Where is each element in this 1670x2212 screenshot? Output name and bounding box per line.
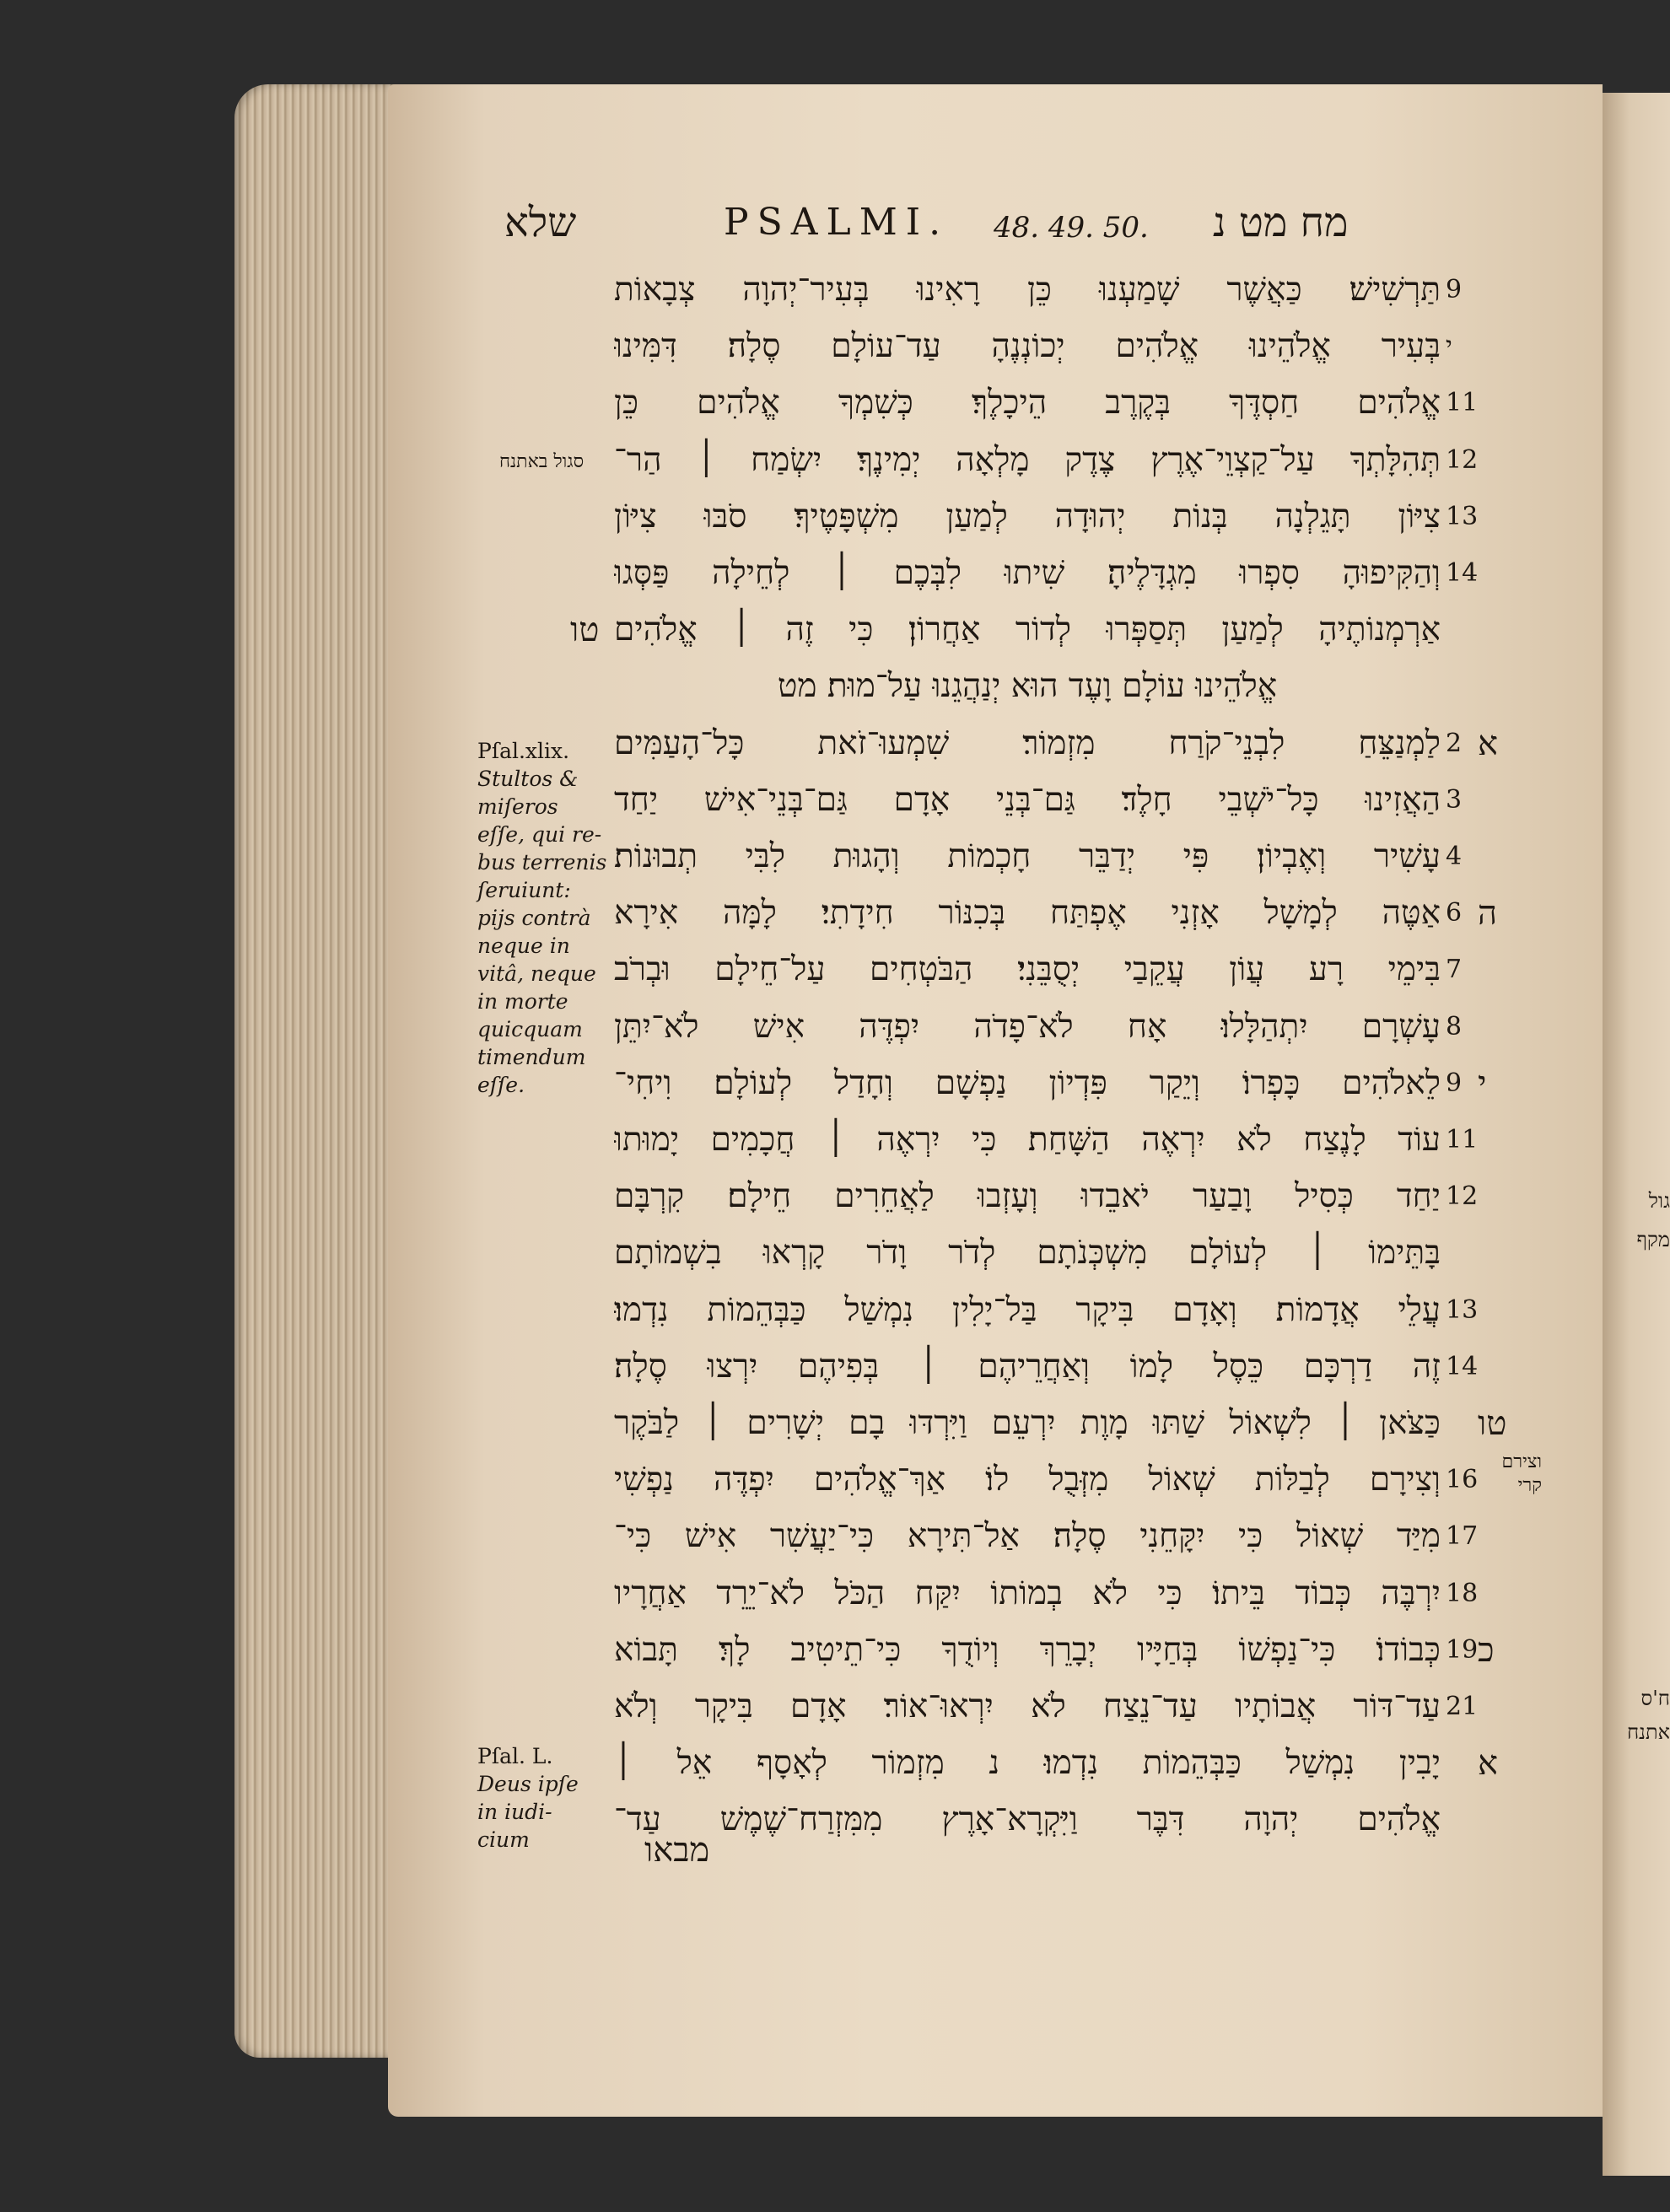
text-line: לַמְנַצֵּחַ לִבְנֵי־קֹרַח מִזְמוֹר׃ שִׁמְעוּ־זֹאת כָּל־הָעַמִּים: [614, 724, 1441, 762]
margin-note-latin-psalm-50: [477, 1742, 595, 1854]
verse-number: 4: [1446, 842, 1463, 871]
note-line: timendum: [477, 1045, 586, 1069]
note-line: vitâ, neque: [477, 961, 596, 986]
facing-fragment: גול: [1648, 1189, 1670, 1213]
note-line: in morte: [477, 989, 568, 1014]
text-line: כְּבוֹדוֹ׃ כִּי־נַפְשׁוֹ בְּחַיָּיו יְבָרֵךְ וְיוֹדֻךָ כִּי־תֵיטִיב לָךְ׃ תָּבוֹא: [614, 1631, 1441, 1669]
hebrew-numeral: י: [1478, 1064, 1487, 1103]
note-line: eſſe.: [477, 1073, 525, 1097]
facing-page: [1603, 93, 1670, 2176]
hebrew-numeral: ה: [1478, 894, 1498, 933]
text-line: לֵאלֹהִים כָּפְרוֹ׃ וְיֵקַר פִּדְיוֹן נַפְשָׁם וְחָדַל לְעוֹלָם׃ וִיחִי־: [614, 1064, 1441, 1102]
note-line: eſſe, qui re-: [477, 822, 602, 847]
verse-number: 21: [1446, 1692, 1479, 1721]
note-line: Deus ipſe: [477, 1772, 579, 1796]
page-edges: [234, 84, 403, 2058]
catchword: מבאו: [644, 1831, 710, 1870]
text-line: זֶה דַרְכָּם כֵּסֶל לָמוֹ וְאַחֲרֵיהֶם ׀ בְּפִיהֶם יִרְצוּ סֶלָה׃: [614, 1348, 1441, 1386]
note-line: cium: [477, 1827, 530, 1852]
facing-fragment: אתנח: [1626, 1720, 1670, 1744]
text-line: כַּצֹּאן ׀ לִשְׁאוֹל שַׁתּוּ מָוֶת יִרְעֵם וַיִּרְדּוּ בָם יְשָׁרִים ׀ לַבֹּקֶר: [614, 1404, 1441, 1442]
text-line: בְּעִיר אֱלֹהֵינוּ אֱלֹהִים יְכוֹנְנֶהָ עַד־עוֹלָם סֶלָה׃ דִּמִּינוּ: [614, 327, 1441, 365]
note-line: Stultos &: [477, 767, 579, 791]
note-line: Pſal.xlix.: [477, 739, 570, 763]
psalm-numbers: 48. 49. 50.: [994, 211, 1149, 245]
facing-fragment: ח'ס: [1640, 1687, 1670, 1710]
text-line: יָבִין נִמְשַׁל כַּבְּהֵמוֹת נִדְמוּ׃ נ מִזְמוֹר לְאָסָף אֵל ׀: [614, 1744, 1441, 1782]
note-line: quicquam: [477, 1017, 583, 1041]
text-line: אֱלֹהֵינוּ עוֹלָם וָעֶד הוּא יְנַהֲגֵנוּ עַל־מוּת׃ מט: [777, 667, 1278, 705]
verse-number: 2: [1446, 729, 1463, 758]
text-line: בִּימֵי רָע עֲוֹן עֲקֵבַי יְסֻבֵּנִי׃ הַבֹּטְחִים עַל־חֵילָם וּבְרֹב: [614, 950, 1441, 988]
psalm-numbers-hebrew: מח מט נ: [1213, 199, 1349, 246]
verse-number: 8: [1446, 1012, 1463, 1041]
text-line: עוֹד לָנֶצַח לֹא יִרְאֶה הַשָּׁחַת׃ כִּי יִרְאֶה ׀ חֲכָמִים יָמוּתוּ: [614, 1121, 1441, 1159]
verse-number: 11: [1446, 1125, 1479, 1154]
verse-number: 18: [1446, 1579, 1479, 1608]
text-line: אֱלֹהִים חַסְדֶּךָ בְּקֶרֶב הֵיכָלֶךָ׃ כְּשִׁמְךָ אֱלֹהִים כֵּן: [614, 384, 1441, 422]
text-line: אֱלֹהִים יְהוָה דִּבֶּר וַיִּקְרָא־אָרֶץ מִמִּזְרַח־שֶׁמֶשׁ עַד־: [614, 1800, 1441, 1838]
text-line: מִיַּד שְׁאוֹל כִּי יִקָּחֵנִי סֶלָה׃ אַל־תִּירָא כִּי־יַעֲשִׁר אִישׁ כִּי־: [614, 1517, 1441, 1555]
text-line: עַד־דּוֹר אֲבוֹתָיו עַד־נֵצַח לֹא יִרְאוּ־אוֹר׃ אָדָם בִּיקָר וְלֹא: [614, 1687, 1441, 1725]
text-line: עָשִׁיר וְאֶבְיוֹן׃ פִּי יְדַבֵּר חָכְמוֹת וְהָגוּת לִבִּי תְבוּנוֹת׃: [614, 837, 1441, 875]
verse-number: 9: [1446, 1068, 1463, 1098]
verse-number: 3: [1446, 785, 1463, 815]
folio-number: שלא: [504, 199, 577, 246]
note-line: pijs contrà: [477, 906, 591, 930]
text-line: וְהַקִּיפוּהָ סִפְרוּ מִגְדָּלֶיהָ׃ שִׁיתוּ לִבְּכֶם ׀ לְחֵילָה פַּסְּגוּ: [614, 554, 1441, 592]
verse-number: 17: [1446, 1521, 1479, 1551]
hebrew-numeral: כ: [1478, 1631, 1495, 1670]
facing-fragment: מקף: [1636, 1228, 1670, 1251]
hebrew-numeral: טו: [570, 611, 600, 649]
verse-number: 11: [1446, 388, 1479, 417]
hebrew-numeral: א: [1478, 724, 1499, 763]
text-line: הַאֲזִינוּ כָּל־יֹשְׁבֵי חָלֶד׃ גַּם־בְּנֵי אָדָם גַּם־בְּנֵי־אִישׁ יַחַד: [614, 781, 1441, 819]
text-line: אַרְמְנוֹתֶיהָ לְמַעַן תְּסַפְּרוּ לְדוֹר אַחֲרוֹן׃ כִּי זֶה ׀ אֱלֹהִים: [614, 611, 1441, 649]
verse-number: 13: [1446, 1295, 1479, 1325]
note-line: in iudi-: [477, 1800, 552, 1824]
note-line: neque in: [477, 934, 570, 958]
verse-number: 7: [1446, 955, 1463, 984]
verse-number: י: [1446, 331, 1452, 361]
running-title: PSALMI.: [724, 201, 950, 244]
text-line: יִרְבֶּה כְּבוֹד בֵּיתוֹ׃ כִּי לֹא בְמוֹתוֹ יִקַּח הַכֹּל לֹא־יֵרֵד אַחֲרָיו: [614, 1574, 1441, 1612]
verse-number: 6: [1446, 898, 1463, 928]
text-line: עֲלֵי אֲדָמוֹת׃ וְאָדָם בִּיקָר בַּל־יָלִין נִמְשַׁל כַּבְּהֵמוֹת נִדְמוּ׃: [614, 1291, 1441, 1329]
verse-number: 12: [1446, 445, 1479, 475]
verse-number: 14: [1446, 1352, 1479, 1381]
note-line: miſeros: [477, 794, 558, 819]
margin-note-hebrew: סגול באתנח: [499, 451, 584, 472]
text-line: עָשְׁרָם יִתְהַלָּלוּ׃ אָח לֹא־פָדֹה יִפְדֶּה אִישׁ לֹא־יִתֵּן: [614, 1008, 1441, 1046]
text-line: וְצִירָם לְבַלּוֹת שְׁאוֹל מִזְּבֻל לוֹ׃ אַךְ־אֱלֹהִים יִפְדֶּה נַפְשִׁי: [614, 1461, 1441, 1499]
verse-number: 19: [1446, 1635, 1479, 1665]
verse-number: 9: [1446, 275, 1463, 304]
text-line: תְּהִלָּתְךָ עַל־קַצְוֵי־אֶרֶץ צֶדֶק מָלְאָה יְמִינֶךָ׃ יִשְׂמַח ׀ הַר־: [614, 441, 1441, 479]
verse-number: 16: [1446, 1465, 1479, 1494]
text-line: יַחַד כְּסִיל וָבַעַר יֹאבֵדוּ וְעָזְבוּ לַאֲחֵרִים חֵילָם׃ קִרְבָּם: [614, 1177, 1441, 1215]
text-line: אַטֶּה לְמָשָׁל אָזְנִי אֶפְתַּח בְּכִנּוֹר חִידָתִי׃ לָמָּה אִירָא: [614, 894, 1441, 932]
note-line: ſeruiunt:: [477, 878, 571, 902]
hebrew-numeral: טו: [1478, 1404, 1507, 1443]
note-line: bus terrenis: [477, 850, 607, 875]
text-line: תַּרְשִׁישׁ׃ כַּאֲשֶׁר שָׁמַעְנוּ כֵּן רָאִינוּ בְּעִיר־יְהוָה צְבָאוֹת: [614, 271, 1441, 309]
verse-number: 12: [1446, 1181, 1479, 1211]
margin-note-latin-psalm-49: [477, 737, 607, 1099]
hebrew-numeral: א: [1478, 1744, 1499, 1783]
margin-note-hebrew: וצירם קרי: [1501, 1451, 1542, 1496]
verse-number: 14: [1446, 558, 1479, 588]
text-line: בָּתֵּימוֹ ׀ לְעוֹלָם מִשְׁכְּנֹתָם לְדֹר וָדֹר קָרְאוּ בִשְׁמוֹתָם: [614, 1234, 1441, 1272]
verse-number: 13: [1446, 502, 1479, 531]
note-line: Pſal. L.: [477, 1744, 553, 1768]
text-line: צִיּוֹן תָּגֵלְנָה בְּנוֹת יְהוּדָה לְמַעַן מִשְׁפָּטֶיךָ׃ סֹבּוּ צִיּוֹן: [614, 498, 1441, 536]
